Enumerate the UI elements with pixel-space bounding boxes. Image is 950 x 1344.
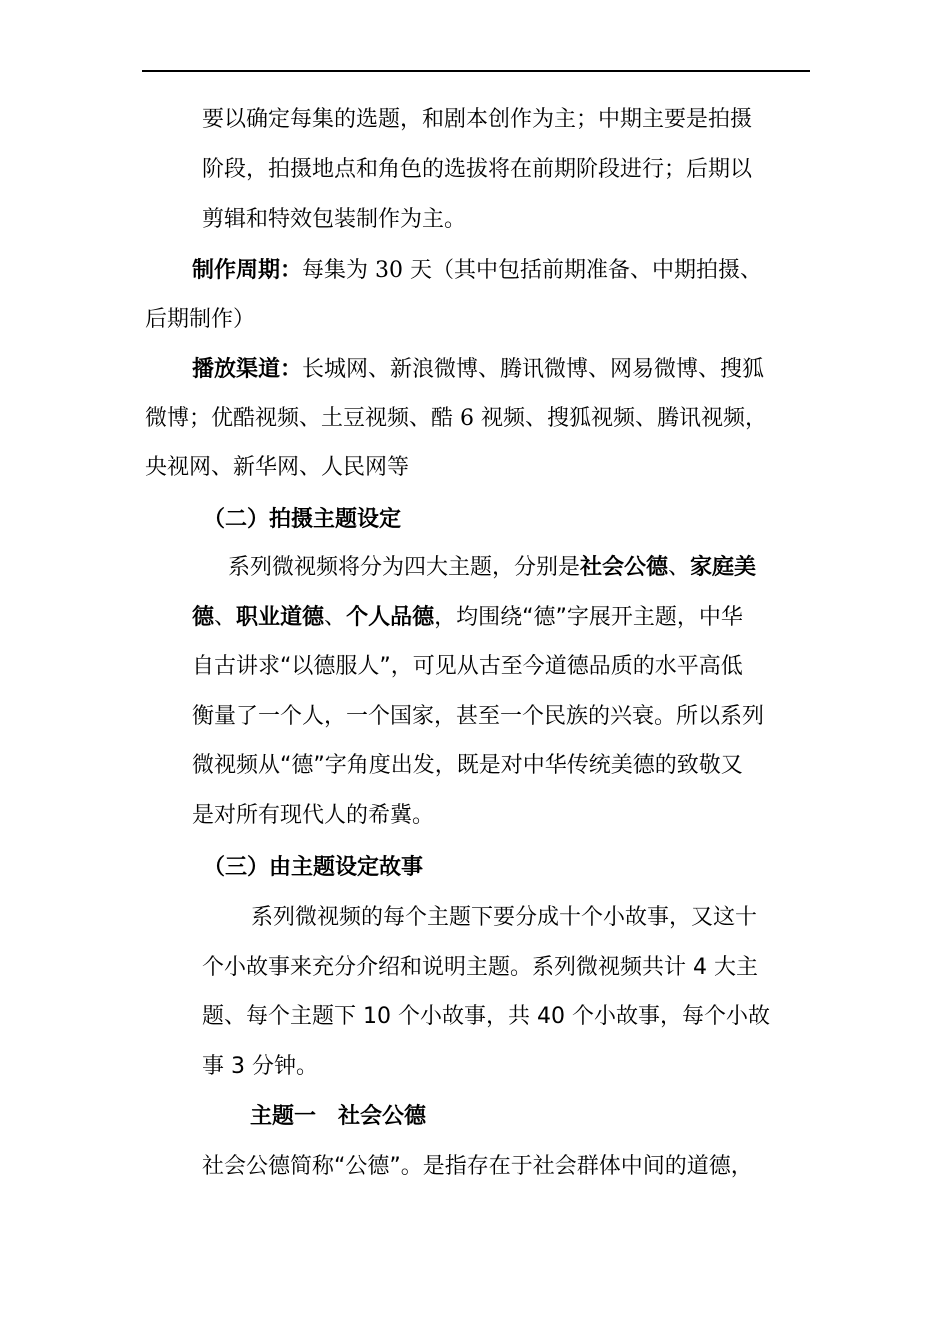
paragraph-line	[228, 553, 756, 583]
broadcast-channels-line	[192, 354, 764, 384]
production-period-line	[192, 255, 762, 285]
paragraph-line: 是对所有现代人的希冀。	[192, 803, 435, 828]
text-run: 、	[668, 555, 691, 580]
paragraph-line	[192, 603, 743, 633]
paragraph-line: 个小故事来充分介绍和说明主题。系列微视频共计 4 大主	[202, 955, 758, 980]
paragraph-line: 社会公德简称“公德”。是指存在于社会群体中间的道德，	[202, 1154, 753, 1179]
paragraph-line: 要以确定每集的选题，和剧本创作为主；中期主要是拍摄	[202, 107, 753, 132]
paragraph-line: 衡量了一个人，一个国家，甚至一个民族的兴衰。所以系列	[192, 704, 765, 729]
broadcast-channels-text: 长城网、新浪微博、腾讯微博、网易微博、搜狐	[302, 357, 765, 382]
section-heading: （三）由主题设定故事	[203, 855, 424, 880]
paragraph-line: 事 3 分钟。	[202, 1054, 318, 1079]
section-heading: （二）拍摄主题设定	[203, 507, 402, 532]
emphasis-personal-character: 个人品德	[346, 605, 435, 630]
broadcast-channels-line: 央视网、新华网、人民网等	[145, 455, 410, 480]
text-run: 、	[324, 605, 347, 630]
production-period-line: 后期制作）	[145, 307, 256, 332]
emphasis-family-virtue: 德	[192, 605, 215, 630]
emphasis-social-morality: 社会公德	[580, 555, 669, 580]
paragraph-line: 剪辑和特效包装制作为主。	[202, 207, 467, 232]
paragraph-line: 自古讲求“以德服人”，可见从古至今道德品质的水平高低	[192, 654, 743, 679]
emphasis-family-virtue: 家庭美	[690, 555, 757, 580]
paragraph-line: 阶段，拍摄地点和角色的选拔将在前期阶段进行；后期以	[202, 157, 753, 182]
paragraph-line: 微视频从“德”字角度出发，既是对中华传统美德的致敬又	[192, 753, 743, 778]
theme-heading: 主题一 社会公德	[250, 1104, 427, 1129]
production-period-text: 每集为 30 天（其中包括前期准备、中期拍摄、	[302, 258, 762, 283]
broadcast-channels-line: 微博；优酷视频、土豆视频、酷 6 视频、搜狐视频、腾讯视频，	[145, 406, 767, 431]
production-period-label: 制作周期：	[192, 257, 303, 283]
text-run: 、	[214, 605, 237, 630]
paragraph-line: 系列微视频的每个主题下要分成十个小故事，又这十	[251, 905, 758, 930]
text-run: ，均围绕“德”字展开主题，中华	[434, 605, 743, 630]
paragraph-line: 题、每个主题下 10 个小故事，共 40 个小故事，每个小故	[202, 1004, 770, 1029]
header-rule	[142, 70, 810, 72]
broadcast-channels-label: 播放渠道：	[192, 356, 303, 382]
emphasis-professional-ethics: 职业道德	[236, 605, 325, 630]
text-run: 系列微视频将分为四大主题，分别是	[228, 555, 581, 580]
